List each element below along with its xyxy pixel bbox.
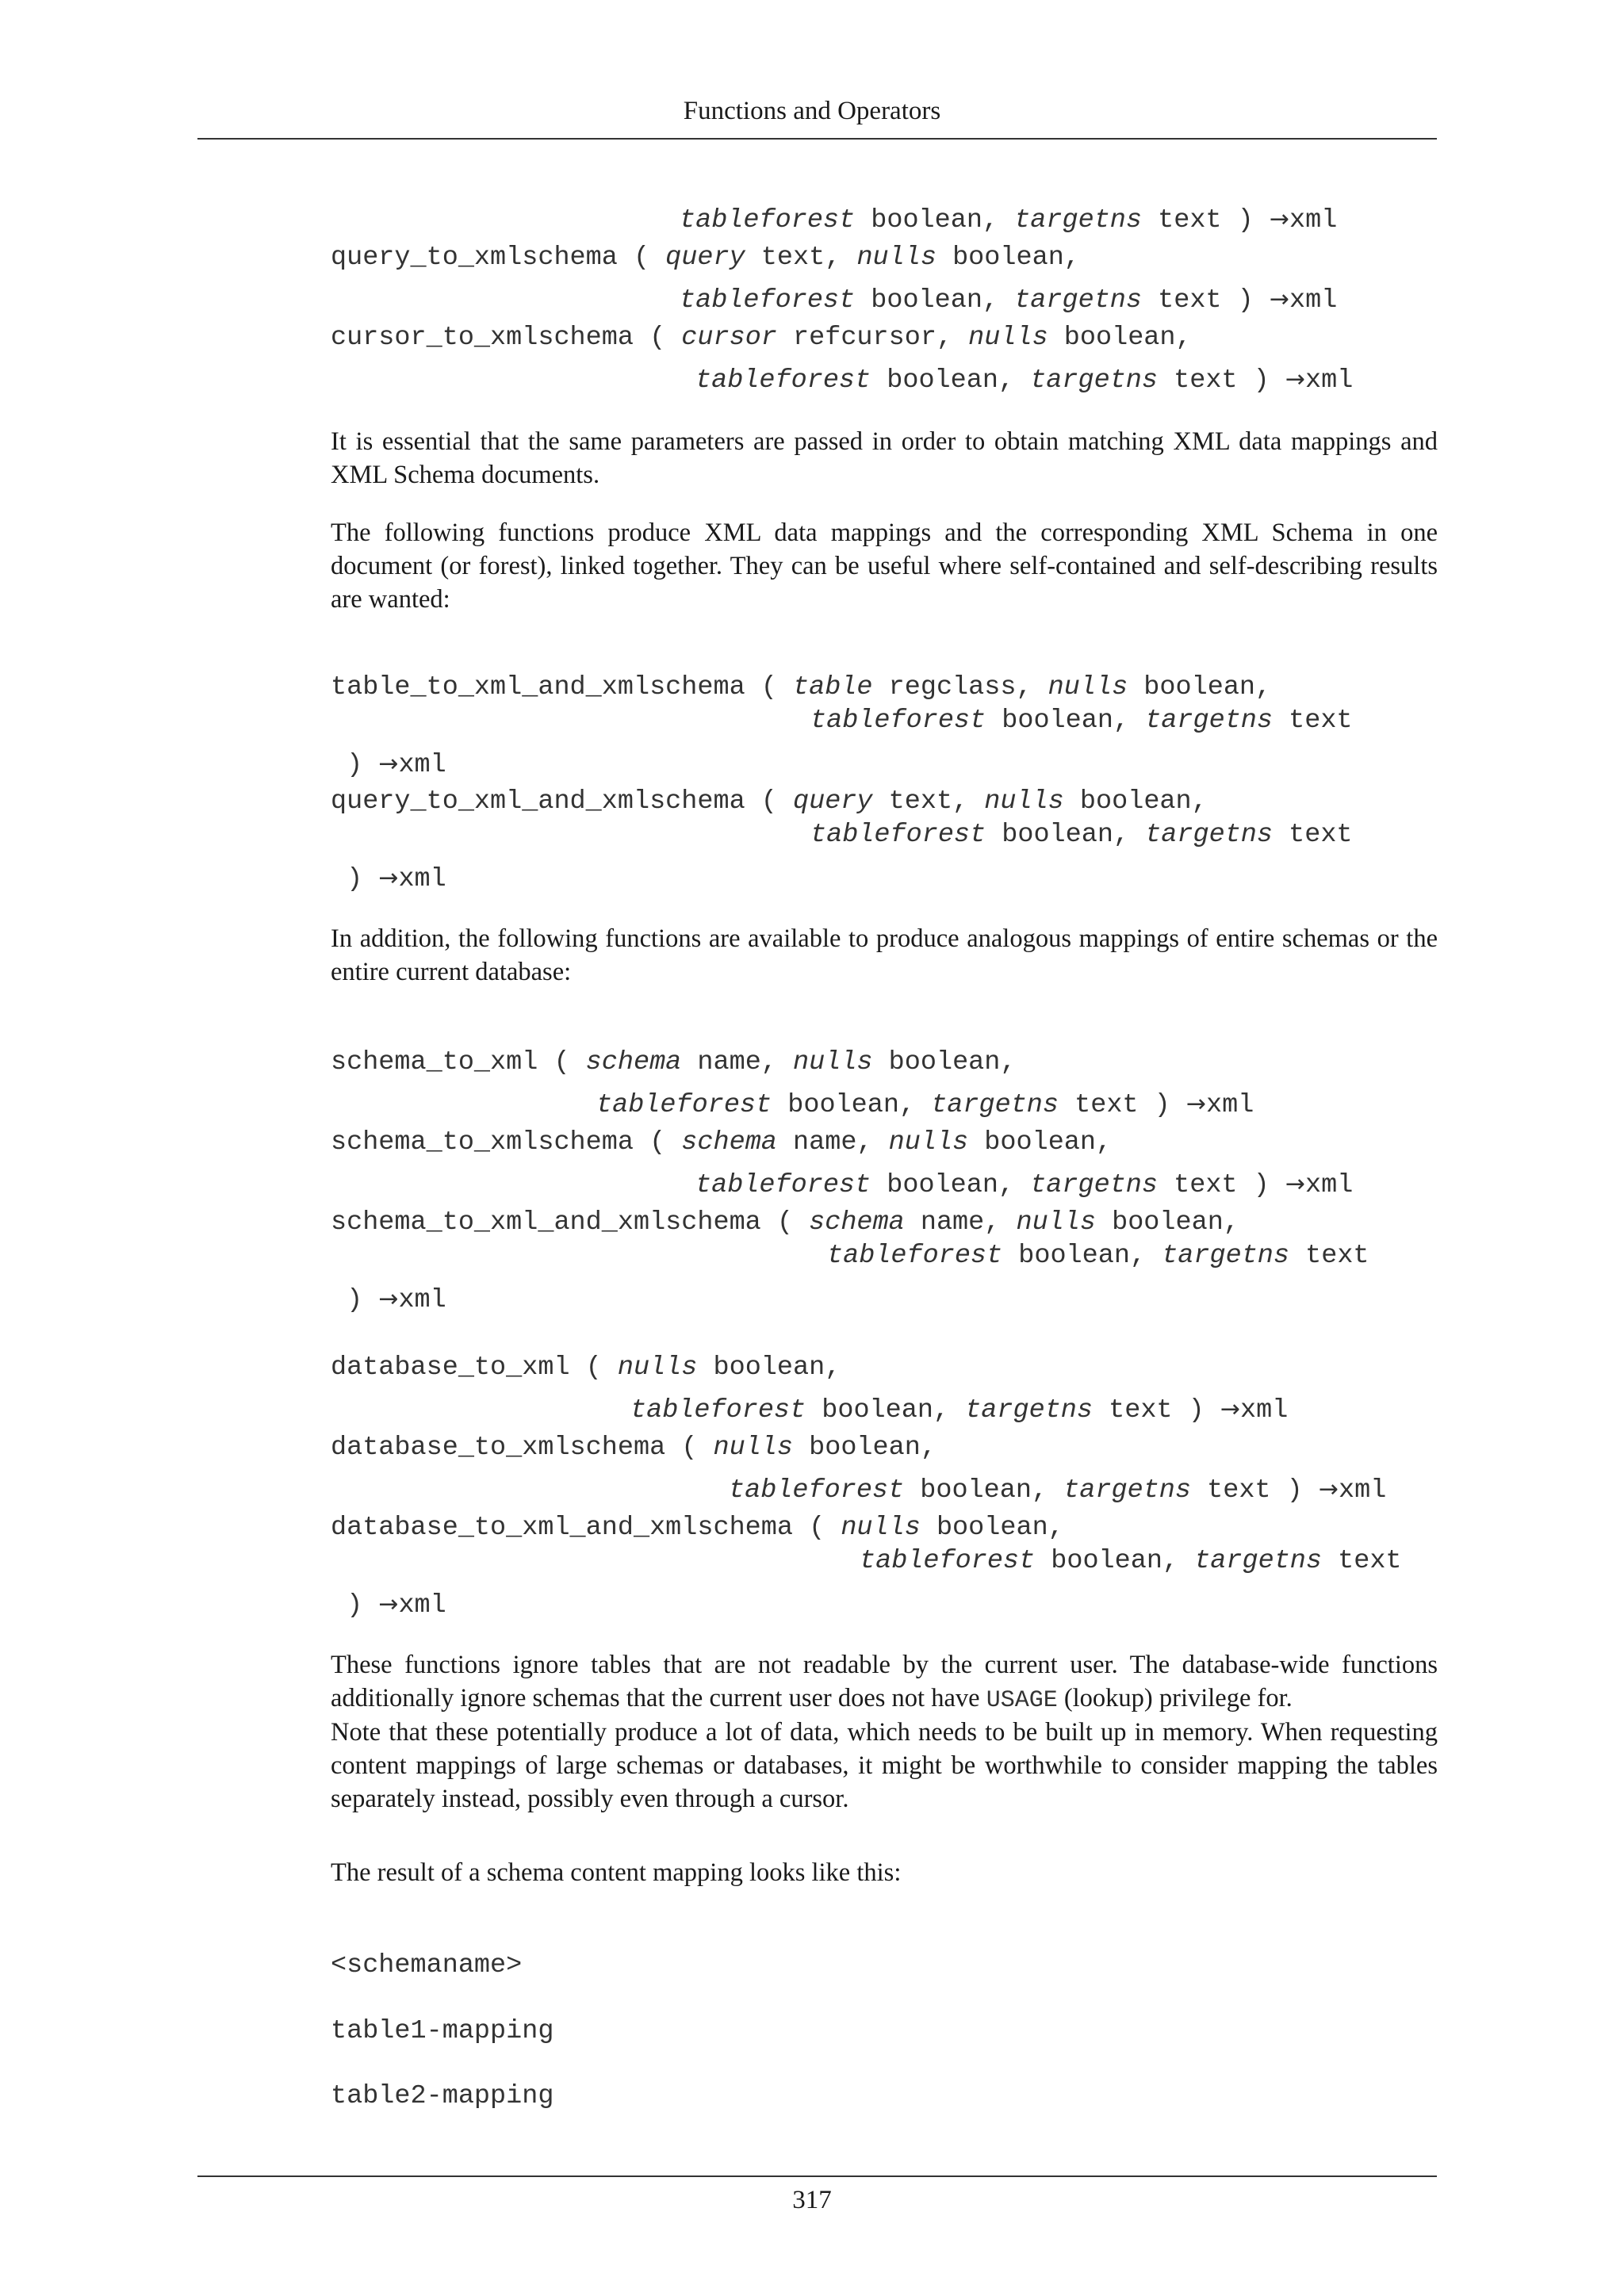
- code-line: query_to_xml_and_xmlschema ( query text, nulls boolean,: [331, 786, 1208, 817]
- code-line: table_to_xml_and_xmlschema ( table regclass, nulls boolean,: [331, 672, 1272, 702]
- code-line: ) →xml: [331, 1590, 446, 1621]
- arrow-icon: →: [1285, 1170, 1305, 1198]
- arrow-icon: →: [1269, 205, 1289, 233]
- code-line: query_to_xmlschema ( query text, nulls boolean,: [331, 243, 1080, 273]
- paragraph: Note that these potentially produce a lot of data, which needs to be built up in memory. When requesting content mappings of large schemas or databases, it might be worthwhile to consider mapping the tables separately instead, possibly even through a cursor.: [331, 1718, 1438, 1813]
- inline-code: USAGE: [986, 1687, 1058, 1714]
- code-line: tableforest boolean, targetns text ) →xml: [695, 1170, 1354, 1200]
- arrow-icon: →: [1285, 365, 1305, 393]
- arrow-icon: →: [378, 1590, 399, 1618]
- footer-rule: [197, 2175, 1437, 2177]
- page-header-title: Functions and Operators: [683, 97, 941, 125]
- code-line: tableforest boolean, targetns text ) →xml: [729, 1475, 1387, 1506]
- code-line: ) →xml: [331, 1285, 446, 1315]
- paragraph: These functions ignore tables that are not readable by the current user. The database-wide functions additionally ignore schemas that the current user does not have USAGE (lookup) privilege for.: [331, 1651, 1438, 1714]
- code-line: tableforest boolean, targetns text: [810, 706, 1353, 736]
- paragraph: The result of a schema content mapping looks like this:: [331, 1858, 902, 1887]
- arrow-icon: →: [1185, 1090, 1206, 1118]
- code-line: tableforest boolean, targetns text ) →xml: [680, 285, 1338, 316]
- code-line: table1-mapping: [331, 2016, 554, 2046]
- code-line: schema_to_xml_and_xmlschema ( schema name, nulls boolean,: [331, 1207, 1239, 1238]
- code-line: tableforest boolean, targetns text: [860, 1546, 1402, 1576]
- code-line: tableforest boolean, targetns text: [810, 820, 1353, 850]
- code-line: tableforest boolean, targetns text: [827, 1241, 1369, 1271]
- code-line: ) →xml: [331, 864, 446, 894]
- code-line: cursor_to_xmlschema ( cursor refcursor, nulls boolean,: [331, 323, 1192, 353]
- arrow-icon: →: [378, 1285, 399, 1313]
- code-line: tableforest boolean, targetns text ) →xml: [630, 1395, 1289, 1425]
- code-line: tableforest boolean, targetns text ) →xml: [680, 205, 1338, 235]
- page-number: 317: [792, 2186, 832, 2214]
- code-line: <schemaname>: [331, 1950, 523, 1980]
- paragraph: It is essential that the same parameters are passed in order to obtain matching XML data mappings and XML Schema documents.: [331, 427, 1438, 489]
- arrow-icon: →: [378, 750, 399, 778]
- code-line: database_to_xml ( nulls boolean,: [331, 1353, 841, 1383]
- arrow-icon: →: [378, 864, 399, 892]
- arrow-icon: →: [1318, 1475, 1339, 1503]
- paragraph: The following functions produce XML data mappings and the corresponding XML Schema in one document (or forest), linked together. They can be useful where self-contained and self-describing results are wanted:: [331, 519, 1438, 614]
- code-line: tableforest boolean, targetns text ) →xml: [596, 1090, 1254, 1120]
- paragraph: In addition, the following functions are available to produce analogous mappings of entire schemas or the entire current database:: [331, 924, 1438, 986]
- code-line: database_to_xmlschema ( nulls boolean,: [331, 1433, 936, 1463]
- code-line: schema_to_xml ( schema name, nulls boolean,: [331, 1047, 1017, 1077]
- code-line: schema_to_xmlschema ( schema name, nulls boolean,: [331, 1127, 1113, 1158]
- code-line: tableforest boolean, targetns text ) →xml: [695, 365, 1354, 396]
- code-line: ) →xml: [331, 750, 446, 780]
- code-line: database_to_xml_and_xmlschema ( nulls boolean,: [331, 1513, 1064, 1543]
- arrow-icon: →: [1220, 1395, 1240, 1423]
- arrow-icon: →: [1269, 285, 1289, 313]
- code-line: table2-mapping: [331, 2081, 554, 2111]
- header-rule: [197, 138, 1437, 140]
